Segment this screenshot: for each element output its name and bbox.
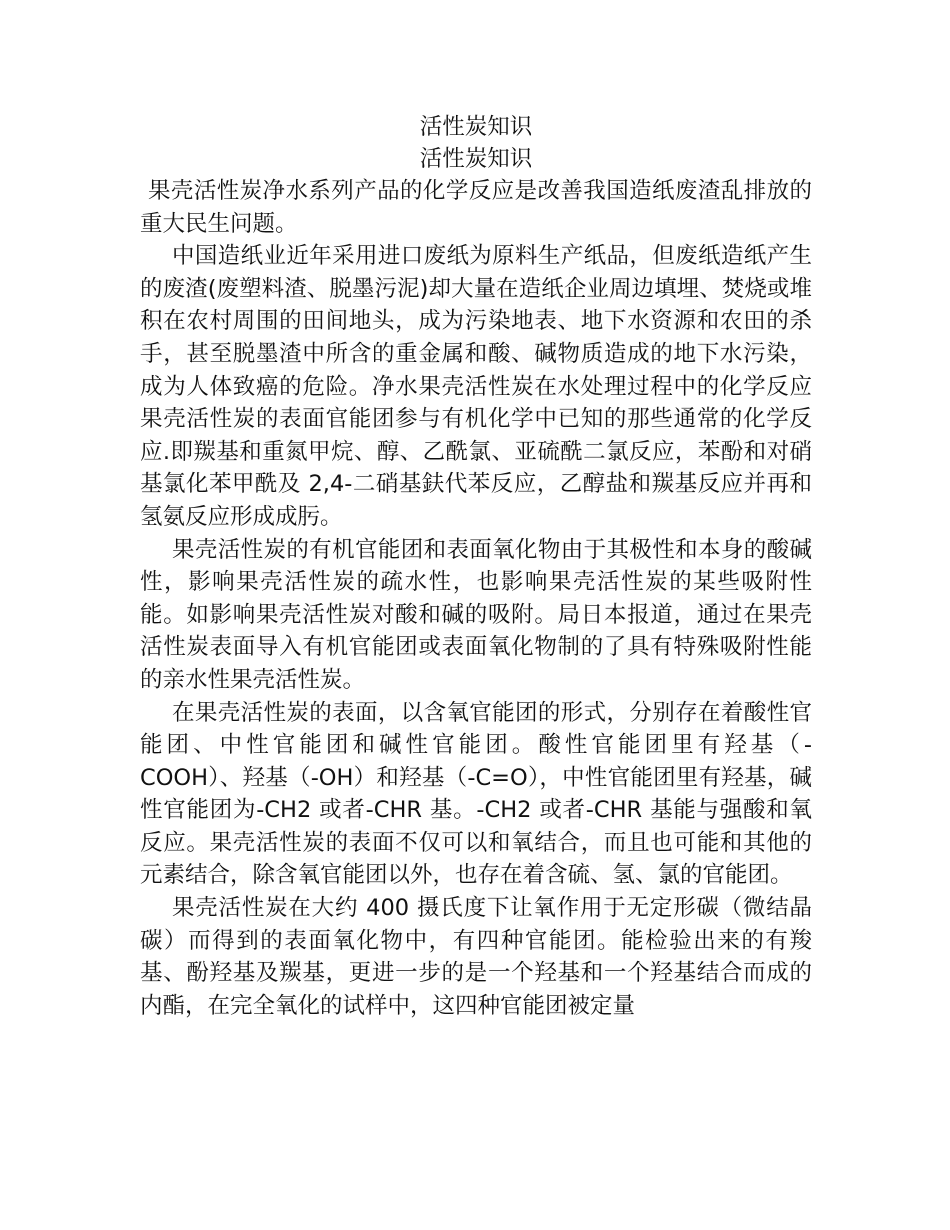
- paragraph-paper-waste: 中国造纸业近年采用进口废纸为原料生产纸品，但废纸造纸产生的废渣(废塑料渣、脱墨污泥)却大量在造纸企业周边填埋、焚烧或堆积在农村周围的田间地头，成为污染地表、地下水资源和农田的杀手，甚至脱墨渣中所含的重金属和酸、碱物质造成的地下水污染，成为人体致癌的危险。净水果壳活性炭在水处理过程中的化学反应果壳活性炭的表面官能团参与有机化学中已知的那些通常的化学反应.即羰基和重氮甲烷、醇、乙酰氯、亚硫酰二氯反应，苯酚和对硝基氯化苯甲酰及 2,4-二硝基鈇代苯反应，乙醇盐和羰基反应并再和氢氨反应形成成肟。: [140, 243, 812, 530]
- document-subtitle: 活性炭知识: [419, 145, 533, 172]
- document-title: 活性炭知识: [419, 114, 533, 140]
- paragraph-surface-oxides: 果壳活性炭在大约 400 摄氏度下让氧作用于无定形碳（微结晶碳）而得到的表面氧化物中，有四种官能团。能检验出来的有羧基、酚羟基及羰基，更进一步的是一个羟基和一个羟基结合而成的内酯，在完全氧化的试样中，这四种官能团被定量: [140, 895, 812, 1019]
- paragraph-surface-groups: 在果壳活性炭的表面，以含氧官能团的形式，分别存在着酸性官能团、中性官能团和碱性官能团。酸性官能团里有羟基（-COOH）、羟基（-OH）和羟基（-C=O），中性官能团里有羟基，碱性官能团为-CH2 或者-CHR 基。-CH2 或者-CHR 基能与强酸和氧反应。果壳活性炭的表面不仅可以和氧结合，而且也可能和其他的元素结合，除含氧官能团以外，也存在着含硫、氢、氯的官能团。: [140, 699, 812, 889]
- paragraph-intro: 果壳活性炭净水系列产品的化学反应是改善我国造纸废渣乱排放的重大民生问题。: [140, 178, 812, 237]
- paragraph-functional-groups: 果壳活性炭的有机官能团和表面氧化物由于其极性和本身的酸碱性，影响果壳活性炭的疏水性，也影响果壳活性炭的某些吸附性能。如影响果壳活性炭对酸和碱的吸附。局日本报道，通过在果壳活性炭表面导入有机官能团或表面氧化物制的了具有特殊吸附性能的亲水性果壳活性炭。: [140, 536, 812, 693]
- document-page: [140, 112, 812, 1022]
